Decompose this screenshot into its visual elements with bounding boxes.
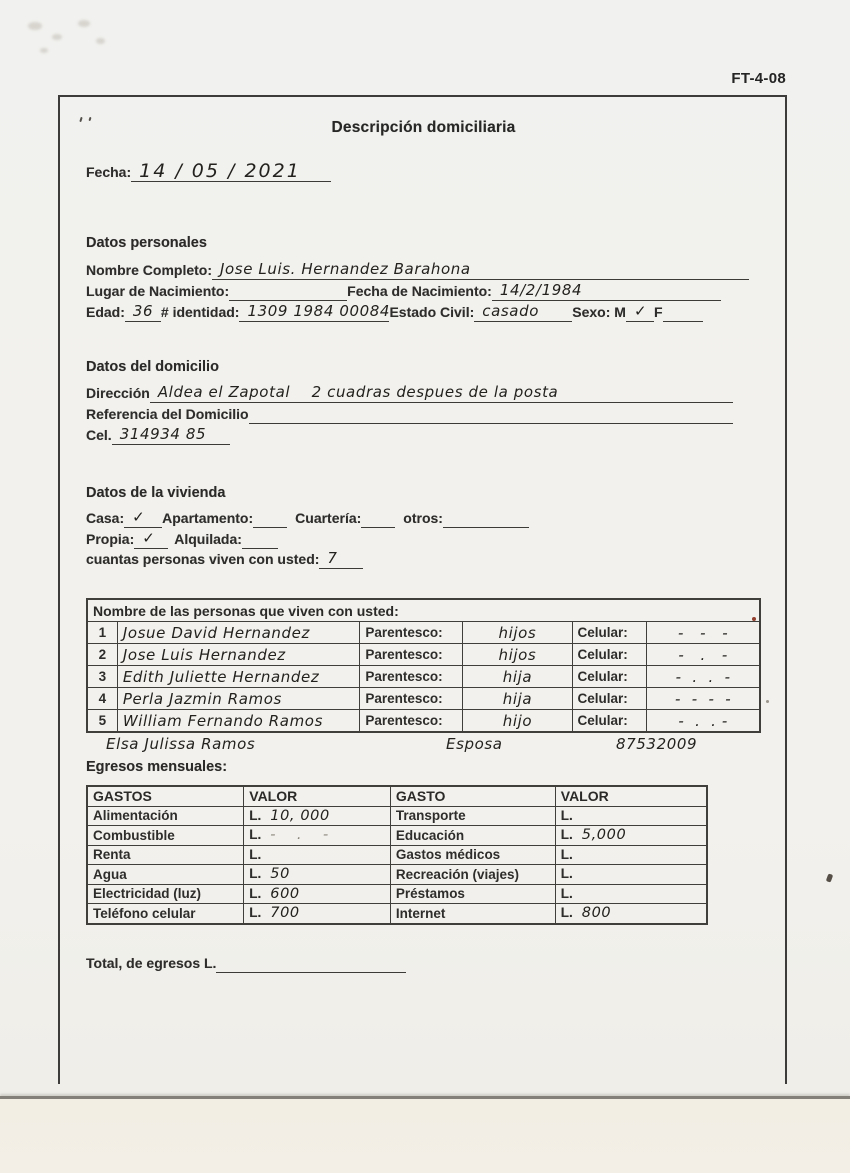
moneda-label: L. xyxy=(560,807,573,823)
parentesco-label: Parentesco: xyxy=(360,666,463,688)
nombre-value: Jose Luis. Hernandez Barahona xyxy=(212,261,749,280)
fecha-value: 14 / 05 / 2021 xyxy=(131,163,331,182)
lugar-nacimiento-label: Lugar de Nacimiento: xyxy=(86,283,230,299)
gasto-nombre: Teléfono celular xyxy=(87,904,244,924)
gasto-valor xyxy=(244,884,391,904)
gasto-valor xyxy=(555,826,707,846)
celular-value: - . . - xyxy=(647,710,760,733)
casa-check: ✓ xyxy=(124,509,162,528)
persona-row-2 xyxy=(87,644,760,666)
nombre-line xyxy=(86,261,761,280)
moneda-label: L. xyxy=(249,807,262,823)
persona-nombre: Edith Juliette Hernandez xyxy=(117,666,360,688)
fecha-line xyxy=(86,160,761,182)
casa-label: Casa: xyxy=(86,510,125,526)
referencia-line xyxy=(86,405,761,424)
valor-monto: 5,000 xyxy=(581,827,627,844)
section-datos-domicilio: Datos del domicilio xyxy=(86,359,219,375)
fecha-label: Fecha: xyxy=(86,164,132,180)
egresos-table xyxy=(86,785,708,925)
nombre-label: Nombre Completo: xyxy=(86,262,212,278)
parentesco-label: Parentesco: xyxy=(360,710,463,733)
egresos-header-row xyxy=(87,786,707,806)
total-line xyxy=(86,954,761,973)
moneda-label: L. xyxy=(560,905,573,921)
lugar-nacimiento-value xyxy=(229,282,347,301)
section-datos-vivienda: Datos de la vivienda xyxy=(86,485,226,501)
cuantas-personas-line xyxy=(86,550,761,569)
egresos-header-valor-1: VALOR xyxy=(244,786,391,806)
referencia-label: Referencia del Domicilio xyxy=(86,406,249,422)
apartamento-check xyxy=(253,509,287,528)
moneda-label: L. xyxy=(560,866,573,882)
egresos-header-gastos: GASTOS xyxy=(87,786,244,806)
moneda-label: L. xyxy=(249,827,262,843)
estado-civil-label: Estado Civil: xyxy=(389,304,475,320)
moneda-label: L. xyxy=(560,827,573,843)
total-value xyxy=(216,954,406,973)
persona-extra-parentesco: Esposa xyxy=(446,735,503,753)
gasto-nombre: Préstamos xyxy=(390,884,555,904)
otros-value xyxy=(443,509,529,528)
alquilada-check xyxy=(242,530,278,549)
section-egresos: Egresos mensuales: xyxy=(86,759,228,775)
persona-num: 1 xyxy=(87,622,117,644)
egresos-header-valor-2: VALOR xyxy=(555,786,707,806)
parentesco-value: hijos xyxy=(463,622,572,644)
persona-num: 4 xyxy=(87,688,117,710)
persona-num: 3 xyxy=(87,666,117,688)
cel-value: 314934 85 xyxy=(112,426,230,445)
egreso-row-4 xyxy=(87,865,707,885)
edad-label: Edad: xyxy=(86,304,125,320)
celular-label: Celular: xyxy=(572,688,647,710)
persona-row-3 xyxy=(87,666,760,688)
gasto-nombre: Internet xyxy=(390,904,555,924)
gasto-nombre: Gastos médicos xyxy=(390,845,555,865)
parentesco-value: hija xyxy=(463,666,572,688)
egreso-row-1 xyxy=(87,806,707,826)
edad-value: 36 xyxy=(125,303,161,322)
personas-table xyxy=(86,598,761,733)
scan-speck xyxy=(826,873,833,882)
propia-label: Propia: xyxy=(86,531,135,547)
direccion-value: Aldea el Zapotal 2 cuadras despues de la posta xyxy=(150,384,733,403)
cuantas-personas-value: 7 xyxy=(319,550,363,569)
sexo-label: Sexo: M xyxy=(572,304,626,320)
sexo-m-check: ✓ xyxy=(626,303,654,322)
gasto-nombre: Recreación (viajes) xyxy=(390,865,555,885)
egreso-row-3 xyxy=(87,845,707,865)
gasto-valor xyxy=(244,826,391,846)
referencia-value xyxy=(249,405,733,424)
section-datos-personales: Datos personales xyxy=(86,235,207,251)
persona-nombre: Josue David Hernandez xyxy=(117,622,360,644)
form-border-box xyxy=(58,95,787,1084)
nacimiento-line xyxy=(86,282,761,301)
gasto-nombre: Combustible xyxy=(87,826,244,846)
celular-value: - . . - xyxy=(647,666,760,688)
celular-value: - - - - xyxy=(647,688,760,710)
paper-bottom-edge xyxy=(0,1096,850,1173)
celular-label: Celular: xyxy=(572,622,647,644)
gasto-valor xyxy=(244,845,391,865)
total-label: Total, de egresos L. xyxy=(86,955,217,971)
persona-extra-row xyxy=(86,735,761,753)
propia-check: ✓ xyxy=(134,530,168,549)
egreso-row-6 xyxy=(87,904,707,924)
scan-smudge xyxy=(28,22,42,30)
gasto-nombre: Alimentación xyxy=(87,806,244,826)
persona-nombre: William Fernando Ramos xyxy=(117,710,360,733)
tipo-vivienda-line xyxy=(86,509,761,528)
propiedad-line xyxy=(86,530,761,549)
identidad-label: # identidad: xyxy=(160,304,240,320)
celular-value: - - - xyxy=(647,622,760,644)
gasto-valor xyxy=(244,865,391,885)
estado-civil-value: casado xyxy=(474,303,572,322)
celular-line xyxy=(86,426,761,445)
valor-monto: - . - xyxy=(270,827,329,844)
valor-monto: 50 xyxy=(270,866,290,883)
form-title: Descripción domiciliaria xyxy=(331,119,516,136)
fecha-nacimiento-value: 14/2/1984 xyxy=(492,282,721,301)
persona-row-5 xyxy=(87,710,760,733)
celular-label: Celular: xyxy=(572,710,647,733)
cuarteria-check xyxy=(361,509,395,528)
direccion-label: Dirección xyxy=(86,385,150,401)
gasto-valor xyxy=(555,904,707,924)
gasto-valor xyxy=(244,904,391,924)
scan-smudge xyxy=(40,48,48,53)
form-code: FT-4-08 xyxy=(731,70,786,87)
persona-nombre: Jose Luis Hernandez xyxy=(117,644,360,666)
egresos-header-gasto: GASTO xyxy=(390,786,555,806)
gasto-nombre: Transporte xyxy=(390,806,555,826)
parentesco-label: Parentesco: xyxy=(360,644,463,666)
scan-speck xyxy=(752,617,756,621)
parentesco-value: hijo xyxy=(463,710,572,733)
gasto-valor xyxy=(555,806,707,826)
moneda-label: L. xyxy=(249,885,262,901)
parentesco-value: hijos xyxy=(463,644,572,666)
persona-num: 5 xyxy=(87,710,117,733)
gasto-nombre: Renta xyxy=(87,845,244,865)
gasto-valor xyxy=(555,845,707,865)
persona-nombre: Perla Jazmin Ramos xyxy=(117,688,360,710)
moneda-label: L. xyxy=(249,905,262,921)
valor-monto: 700 xyxy=(270,905,300,922)
celular-label: Celular: xyxy=(572,644,647,666)
scan-speck xyxy=(766,700,769,703)
moneda-label: L. xyxy=(560,846,573,862)
otros-label: otros: xyxy=(403,510,443,526)
parentesco-label: Parentesco: xyxy=(360,688,463,710)
gasto-nombre: Electricidad (luz) xyxy=(87,884,244,904)
celular-value: - . - xyxy=(647,644,760,666)
gasto-nombre: Educación xyxy=(390,826,555,846)
sexo-f-value xyxy=(663,303,703,322)
direccion-line xyxy=(86,384,761,403)
apartamento-label: Apartamento: xyxy=(162,510,254,526)
scan-smudge xyxy=(52,34,62,40)
edad-line xyxy=(86,303,761,322)
fecha-nacimiento-label: Fecha de Nacimiento: xyxy=(347,283,492,299)
moneda-label: L. xyxy=(249,846,262,862)
persona-row-4 xyxy=(87,688,760,710)
persona-extra-nombre: Elsa Julissa Ramos xyxy=(106,735,256,753)
persona-row-1 xyxy=(87,622,760,644)
gasto-nombre: Agua xyxy=(87,865,244,885)
valor-monto: 800 xyxy=(581,905,612,922)
gasto-valor xyxy=(555,884,707,904)
identidad-value: 1309 1984 00084 xyxy=(239,303,389,322)
scan-smudge xyxy=(96,38,105,44)
parentesco-value: hija xyxy=(463,688,572,710)
cuarteria-label: Cuartería: xyxy=(295,510,362,526)
moneda-label: L. xyxy=(560,885,573,901)
gasto-valor xyxy=(244,806,391,826)
parentesco-label: Parentesco: xyxy=(360,622,463,644)
valor-monto: 10, 000 xyxy=(270,807,330,824)
egreso-row-5 xyxy=(87,884,707,904)
personas-table-header xyxy=(87,599,760,622)
celular-label: Celular: xyxy=(572,666,647,688)
alquilada-label: Alquilada: xyxy=(174,531,242,547)
valor-monto: 600 xyxy=(270,885,300,902)
cel-label: Cel. xyxy=(86,427,112,443)
cuantas-personas-label: cuantas personas viven con usted: xyxy=(86,551,320,567)
personas-table-title: Nombre de las personas que viven con usted: xyxy=(87,599,760,622)
gasto-valor xyxy=(555,865,707,885)
sexo-f-label: F xyxy=(653,304,663,320)
persona-num: 2 xyxy=(87,644,117,666)
egreso-row-2 xyxy=(87,826,707,846)
persona-extra-celular: 87532009 xyxy=(616,735,698,753)
scan-smudge xyxy=(78,20,90,27)
moneda-label: L. xyxy=(249,866,262,882)
